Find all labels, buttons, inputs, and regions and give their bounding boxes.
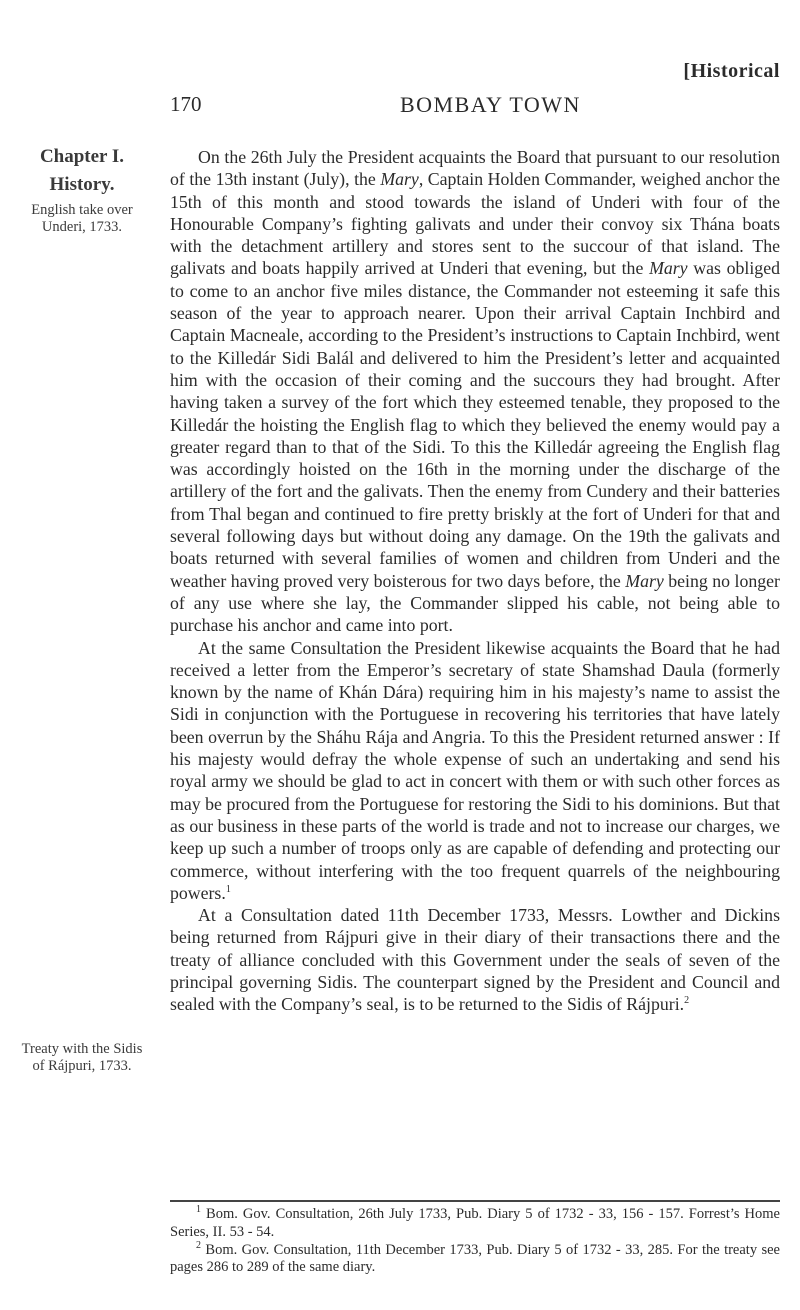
- margin-notes-chapter: [18, 146, 146, 236]
- footnote-ref: 2: [684, 995, 690, 1007]
- paragraph-text: being no longer of any use where she lay, the Commander slipped his cable, not being able to purchase his anchor and came into port.: [170, 570, 780, 636]
- page-number: 170: [170, 92, 202, 116]
- footnote-text: Bom. Gov. Consultation, 11th December 1733, Pub. Diary 5 of 1732 - 33, 285. For the treaty see pages 286 to 289 of the same diary.: [170, 1241, 780, 1276]
- footnote-ref: 1: [225, 883, 231, 895]
- paragraph-text: At a Consultation dated 11th December 1733, Messrs. Lowther and Dickins being returned from Rájpuri give in their diary of their transactions there and the treaty of alliance concluded with this Government under the seals of seven of the principal governing Sidis. The counterpart signed by the President and Council and sealed with the Company’s seal, is to be returned to the Sidis of Rájpuri.: [170, 905, 780, 1015]
- ship-name: Mary: [380, 169, 419, 190]
- running-head: [170, 92, 780, 122]
- paragraph-text: On the 26th July the President acquaints the Board that pursuant to our resolution of the 13th instant (July), the: [170, 147, 780, 190]
- paragraph-text: At the same Consultation the President likewise acquaints the Board that he had received a letter from the Emperor’s secretary of state Shamshad Daula (formerly known by the name of Khán Dára) requiring him in his majesty’s name to assist the Sidi in conjunction with the Portuguese in recovering his territories that have lately been overrun by the Sháhu Rája and Angria. To this the President returned answer : If his majesty would defray the whole expense of such an undertaking and send his royal army we should be glad to act in concert with them or with such other forces as may be procured from the Portuguese for restoring the Sidi to his dominions. But that as our business in these parts of the world is trade and not to increase our charges, we keep up such a number of troops only as are capable of defending and protecting our commerce, without interfering with the too frequent quarrels of the neighbouring powers.: [170, 637, 780, 903]
- paragraph-treaty: [170, 904, 780, 1015]
- footnote-mark: 1: [196, 1204, 201, 1216]
- footnote-text: Bom. Gov. Consultation, 26th July 1733, Pub. Diary 5 of 1732 - 33, 156 - 157. Forrest’s Home Series, II. 53 - 54.: [170, 1206, 780, 1240]
- footnote-2: [170, 1239, 780, 1278]
- footnote-mark: 2: [196, 1239, 201, 1251]
- paragraph-emperor-letter: [170, 637, 780, 905]
- footnotes: [170, 1206, 780, 1277]
- paragraph-underi: [170, 146, 780, 637]
- margin-note-treaty: Treaty with the Sidis of Rájpuri, 1733.: [21, 1041, 143, 1074]
- ship-name: Mary: [649, 258, 688, 279]
- paragraph-text: , Captain Holden Commander, weighed anchor the 15th of this month and stood towards the island of Underi with four of the Honourable Company’s fighting galivats and under their convoy six Thána boats with the detachment artillery and stores sent to the succour of that island. The galivats and boats happily arrived at Underi that evening, but the: [170, 169, 780, 279]
- main-text: [170, 146, 780, 1016]
- chapter-label: Chapter I.: [39, 146, 125, 167]
- margin-notes-treaty: [18, 1035, 146, 1075]
- ship-name: Mary: [625, 570, 664, 591]
- history-label: History.: [49, 174, 115, 195]
- section-label: [Historical: [683, 60, 780, 82]
- margin-note-underi: English take over Underi, 1733.: [31, 202, 133, 235]
- paragraph-text: was obliged to come to an anchor five miles distance, the Commander not esteeming it safe this season of the year to approach nearer. Upon their arrival Captain Inchbird and Captain Macneale, according to the President’s instructions to Captain Inchbird, went to the Killedár Sidi Balál and delivered to him the President’s letter and acquainted him with the occasion of their coming and the succours they had brought. After having taken a survey of the fort which they esteemed tenable, they proposed to the Killedár the hoisting the English flag to which they believed the enemy would pay a greater regard than to that of the Sidi. To this the Killedár agreeing the English flag was accordingly hoisted on the 16th in the morning under the discharge of the artillery of the fort and the galivats. Then the enemy from Cundery and their batteries from Thal began and continued to fire pretty briskly at the fort of Underi for that and several following days but without doing any damage. On the 19th the galivats and boats returned with several families of women and children from Underi and the weather having proved very boisterous for two days before, the: [170, 258, 780, 591]
- footnote-1: [170, 1206, 780, 1242]
- footnote-divider: [170, 1200, 780, 1202]
- running-title: BOMBAY TOWN: [400, 92, 581, 117]
